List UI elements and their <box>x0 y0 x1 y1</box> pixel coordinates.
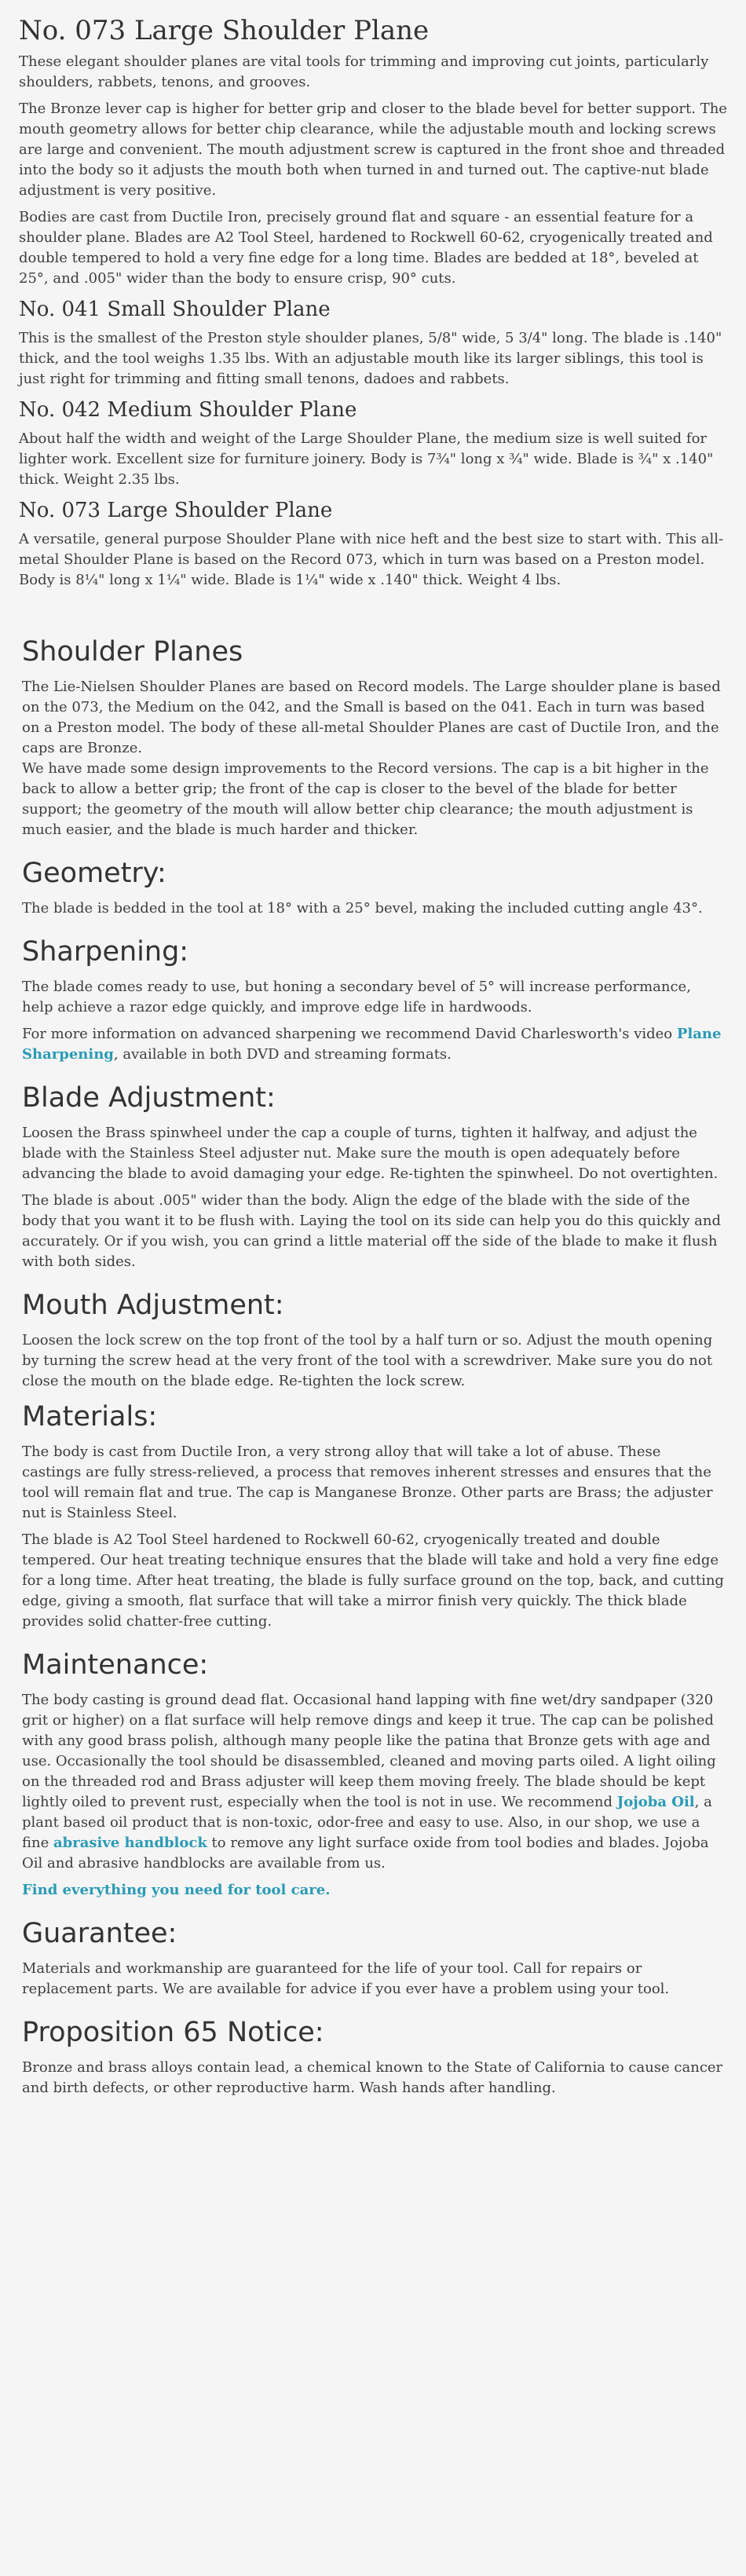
abrasive-handblock-link[interactable]: abrasive handblock <box>53 1835 207 1851</box>
maintenance-heading: Maintenance: <box>22 1649 209 1681</box>
sharpening-text-after: , available in both DVD and streaming formats. <box>113 1046 452 1063</box>
sharpening-paragraph-2 <box>22 1024 724 1065</box>
materials-paragraph-2: The blade is A2 Tool Steel hardened to Rockwell 60-62, cryogenically treated and double tempered. Our heat treating technique ensures that the blade will take and hold a very fine edge for a long time. After heat treating, the blade is fully surface ground on the top, back, and cutting edge, giving a smooth, flat surface that will take a mirror finish very quickly. The thick blade provides solid chatter-free cutting. <box>22 1531 724 1630</box>
large-plane-paragraph-2: A versatile, general purpose Shoulder Plane with nice heft and the best size to start with. This all-metal Shoulder Plane is based on the Record 073, which in turn was based on a Preston model. Body is 8¼" long x 1¼" wide. Blade is 1¼" wide x .140" thick. Weight 4 lbs. <box>19 531 724 588</box>
maintenance-text-b: , a plant based oil product that is non-toxic, odor-free and easy to use. Also, in our shop, we use a fine <box>22 1794 712 1851</box>
geometry-paragraph: The blade is bedded in the tool at 18° with a 25° bevel, making the included cutting angle 43°. <box>22 900 703 917</box>
prop65-paragraph: Bronze and brass alloys contain lead, a chemical known to the State of California to cause cancer and birth defects, or other reproductive harm. Wash hands after handling. <box>22 2059 723 2096</box>
blade-adjustment-paragraph-2: The blade is about .005" wider than the body. Align the edge of the blade with the side of the body that you want it to be flush with. Laying the tool on its side can help you do this quickly and accurately. Or if you wish, you can grind a little material off the side of the blade to make it flush with both sides. <box>22 1192 721 1270</box>
shoulder-planes-paragraph-1: The Lie-Nielsen Shoulder Planes are based on Record models. The Large shoulder plane is based on the 073, the Medium on the 042, and the Small is based on the 041. Each in turn was based on a Preston model. The body of these all-metal Shoulder Planes are cast of Ductile Iron, and the caps are Bronze. <box>22 679 721 756</box>
maintenance-text-c: to remove any light surface oxide from tool bodies and blades. Jojoba Oil and abrasive handblocks are available from us. <box>22 1835 709 1872</box>
large-plane-intro: These elegant shoulder planes are vital tools for trimming and improving cut joints, particularly shoulders, rabbets, tenons, and grooves. <box>19 53 709 90</box>
blade-adjustment-paragraph-1: Loosen the Brass spinwheel under the cap a couple of turns, tighten it halfway, and adjust the blade with the Stainless Steel adjuster nut. Make sure the mouth is open adequately before advancing the blade to avoid damaging your edge. Re-tighten the spinwheel. Do not overtighten. <box>22 1125 719 1182</box>
blade-adjustment-heading: Blade Adjustment: <box>22 1082 276 1114</box>
materials-heading: Materials: <box>22 1401 158 1433</box>
shoulder-planes-paragraph-2: We have made some design improvements to the Record versions. The cap is a bit higher in the back to allow a better grip; the front of the cap is closer to the bevel of the blade for better support; the geometry of the mouth will allow better chip clearance; the mouth adjustment is much easier, and the blade is much harder and thicker. <box>22 760 709 838</box>
sharpening-text-before: For more information on advanced sharpening we recommend David Charlesworth's video <box>22 1026 677 1042</box>
shoulder-planes-heading: Shoulder Planes <box>22 636 243 668</box>
maintenance-paragraph <box>22 1690 724 1874</box>
mouth-adjustment-paragraph: Loosen the lock screw on the top front of the tool by a half turn or so. Adjust the mouth opening by turning the screw head at the very front of the tool with a screwdriver. Make sure you do not close the mouth on the blade edge. Re-tighten the lock screw. <box>22 1332 713 1389</box>
product-details <box>0 633 746 2098</box>
plane-sharpening-link[interactable]: Plane Sharpening <box>22 1026 722 1063</box>
geometry-heading: Geometry: <box>22 858 166 889</box>
large-plane-cap-paragraph: The Bronze lever cap is higher for better grip and closer to the blade bevel for better support. The mouth geometry allows for better chip clearance, while the adjustable mouth and locking screws are large and convenient. The mouth adjustment screw is captured in the front shoe and threaded into the body so it adjusts the mouth both when turned in and turned out. The captive-nut blade adjustment is very positive. <box>19 101 727 199</box>
guarantee-heading: Guarantee: <box>22 1918 177 1949</box>
medium-plane-title: No. 042 Medium Shoulder Plane <box>19 398 357 422</box>
sharpening-paragraph-1: The blade comes ready to use, but honing a secondary bevel of 5° will increase performance, help achieve a razor edge quickly, and improve edge life in hardwoods. <box>22 979 691 1015</box>
materials-paragraph-1: The body is cast from Ductile Iron, a very strong alloy that will take a lot of abuse. These castings are fully stress-relieved, a process that removes inherent stresses and ensures that the tool will remain flat and true. The cap is Manganese Bronze. Other parts are Brass; the adjuster nut is Stainless Steel. <box>22 1444 713 1521</box>
maintenance-text-a: The body casting is ground dead flat. Occasional hand lapping with fine wet/dry sandpaper (320 grit or higher) on a flat surface will help remove dings and keep it true. The cap can be polished with any good brass polish, although many people like the patina that Bronze gets with age and use. Occasionally the tool should be disassembled, cleaned and moving parts oiled. A light oiling on the threaded rod and Brass adjuster will keep them moving freely. The blade should be kept lightly oiled to prevent rust, especially when the tool is not in use. We recommend <box>22 1692 716 1810</box>
mouth-adjustment-heading: Mouth Adjustment: <box>22 1290 284 1321</box>
small-plane-paragraph: This is the smallest of the Preston style shoulder planes, 5/8" wide, 5 3/4" long. The blade is .140" thick, and the tool weighs 1.35 lbs. With an adjustable mouth like its larger siblings, this tool is just right for trimming and fitting small tenons, dadoes and rabbets. <box>19 330 722 387</box>
product-description <box>0 0 746 591</box>
small-plane-title: No. 041 Small Shoulder Plane <box>19 298 331 321</box>
tool-care-paragraph <box>22 1880 724 1901</box>
sharpening-heading: Sharpening: <box>22 936 189 968</box>
jojoba-oil-link[interactable]: Jojoba Oil <box>616 1794 695 1810</box>
medium-plane-paragraph: About half the width and weight of the Large Shoulder Plane, the medium size is well suited for lighter work. Excellent size for furniture joinery. Body is 7¾" long x ¾" wide. Blade is ¾" x .140" thick. Weight 2.35 lbs. <box>19 430 714 488</box>
prop65-heading: Proposition 65 Notice: <box>22 2017 324 2048</box>
guarantee-paragraph: Materials and workmanship are guaranteed for the life of your tool. Call for repairs or replacement parts. We are available for advice if you ever have a problem using your tool. <box>22 1960 670 1997</box>
large-plane-bodies-paragraph: Bodies are cast from Ductile Iron, precisely ground flat and square - an essential feature for a shoulder plane. Blades are A2 Tool Steel, hardened to Rockwell 60-62, cryogenically treated and double tempered to hold a very fine edge for a long time. Blades are bedded at 18°, beveled at 25°, and .005" wider than the body to ensure crisp, 90° cuts. <box>19 209 713 287</box>
large-plane-title: No. 073 Large Shoulder Plane <box>19 15 430 46</box>
large-plane-title-2: No. 073 Large Shoulder Plane <box>19 499 333 522</box>
tool-care-link[interactable]: Find everything you need for tool care. <box>22 1882 331 1898</box>
